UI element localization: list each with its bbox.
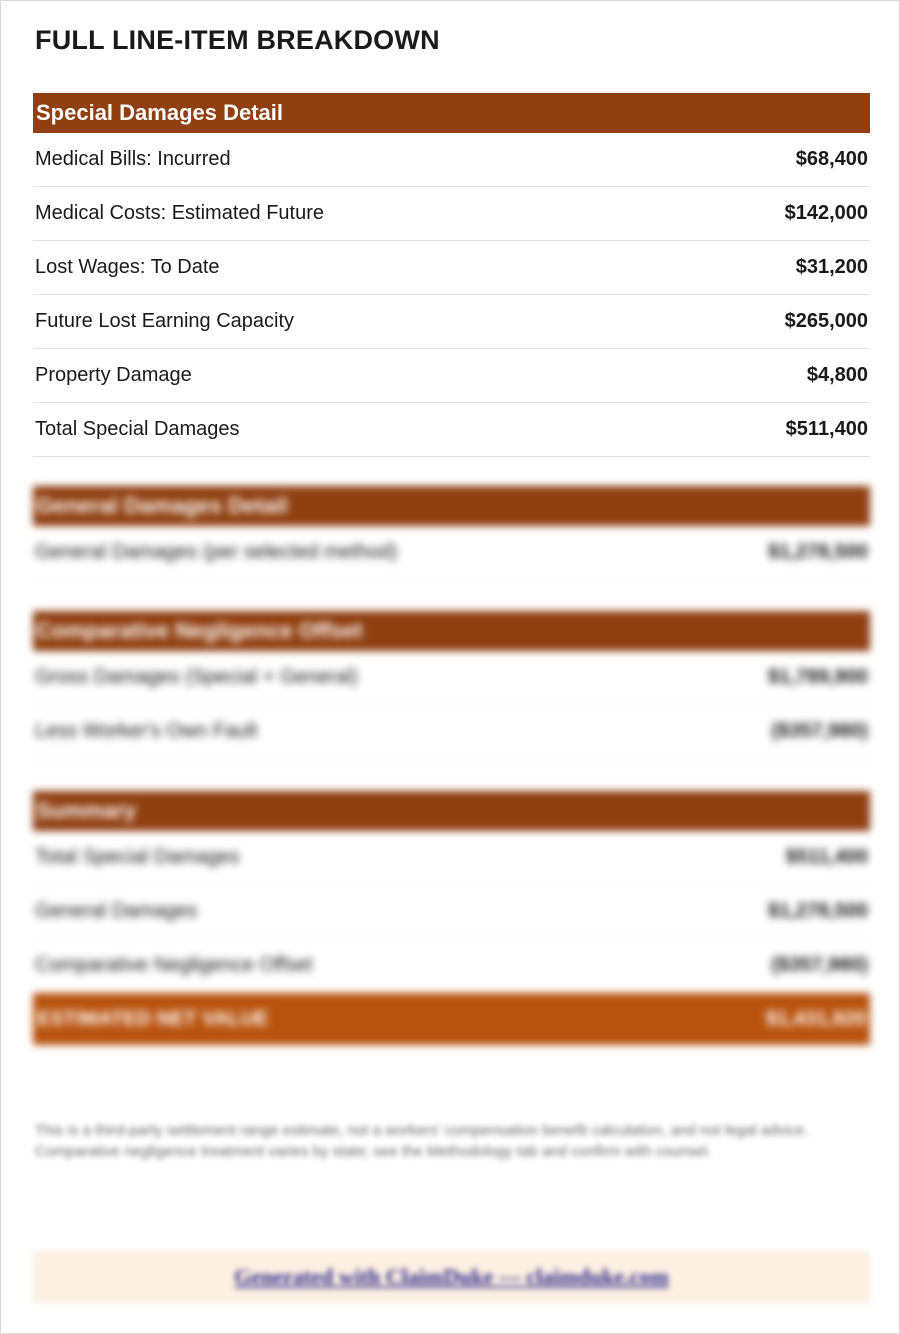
row-value: ($357,980): [771, 954, 868, 976]
row-value: $142,000: [784, 202, 868, 224]
row-value: $1,278,500: [767, 900, 868, 922]
row-value: ($357,980): [771, 720, 868, 742]
row-label: Gross Damages (Special + General): [35, 666, 358, 688]
comparative-negligence-section: [33, 611, 870, 759]
table-row: [33, 939, 870, 993]
table-row: [33, 349, 870, 403]
table-row: [33, 831, 870, 885]
table-row: [33, 187, 870, 241]
net-value-bar: [33, 993, 870, 1045]
row-value: $1,278,500: [767, 541, 868, 563]
row-label: Comparative Negligence Offset: [35, 954, 313, 976]
row-label: Property Damage: [35, 364, 192, 386]
row-label: Less Worker's Own Fault: [35, 720, 258, 742]
table-row: [33, 885, 870, 939]
table-row: [33, 526, 870, 580]
row-label: Total Special Damages: [35, 846, 240, 868]
table-row: [33, 705, 870, 759]
total-row: [33, 403, 870, 457]
footer-link[interactable]: Generated with ClaimDuke — claimduke.com: [234, 1264, 669, 1289]
comparative-negligence-header: Comparative Negligence Offset: [33, 611, 870, 651]
row-value: $31,200: [795, 256, 868, 278]
table-row: [33, 651, 870, 705]
table-row: [33, 133, 870, 187]
row-value: $68,400: [795, 148, 868, 170]
general-damages-section: [33, 486, 870, 580]
row-label: Total Special Damages: [35, 418, 240, 440]
special-damages-header: Special Damages Detail: [33, 93, 870, 133]
table-row: [33, 295, 870, 349]
net-value-label: ESTIMATED NET VALUE: [37, 1007, 269, 1030]
footer-banner: [33, 1251, 870, 1303]
table-row: [33, 241, 870, 295]
row-label: Medical Costs: Estimated Future: [35, 202, 324, 224]
row-value: $511,400: [785, 846, 868, 868]
disclaimer-text: This is a third-party settlement range estimate, not a workers' compensation benefit calculation, and not legal advice. Comparative negligence treatment varies by state; see the Methodology tab and confirm with counsel.: [35, 1122, 809, 1160]
row-label: Future Lost Earning Capacity: [35, 310, 295, 332]
net-value-amount: $1,431,920: [765, 1007, 866, 1030]
special-damages-section: [33, 93, 870, 457]
row-value: $1,789,900: [767, 666, 868, 688]
page-title: FULL LINE-ITEM BREAKDOWN: [35, 25, 440, 55]
row-label: General Damages: [35, 900, 198, 922]
row-label: General Damages (per selected method): [35, 541, 398, 563]
general-damages-header: General Damages Detail: [33, 486, 870, 526]
summary-header: Summary: [33, 791, 870, 831]
row-label: Lost Wages: To Date: [35, 256, 220, 278]
summary-section: [33, 791, 870, 1045]
row-value: $511,400: [785, 418, 868, 440]
row-label: Medical Bills: Incurred: [35, 148, 231, 170]
row-value: $4,800: [806, 364, 868, 386]
row-value: $265,000: [784, 310, 868, 332]
